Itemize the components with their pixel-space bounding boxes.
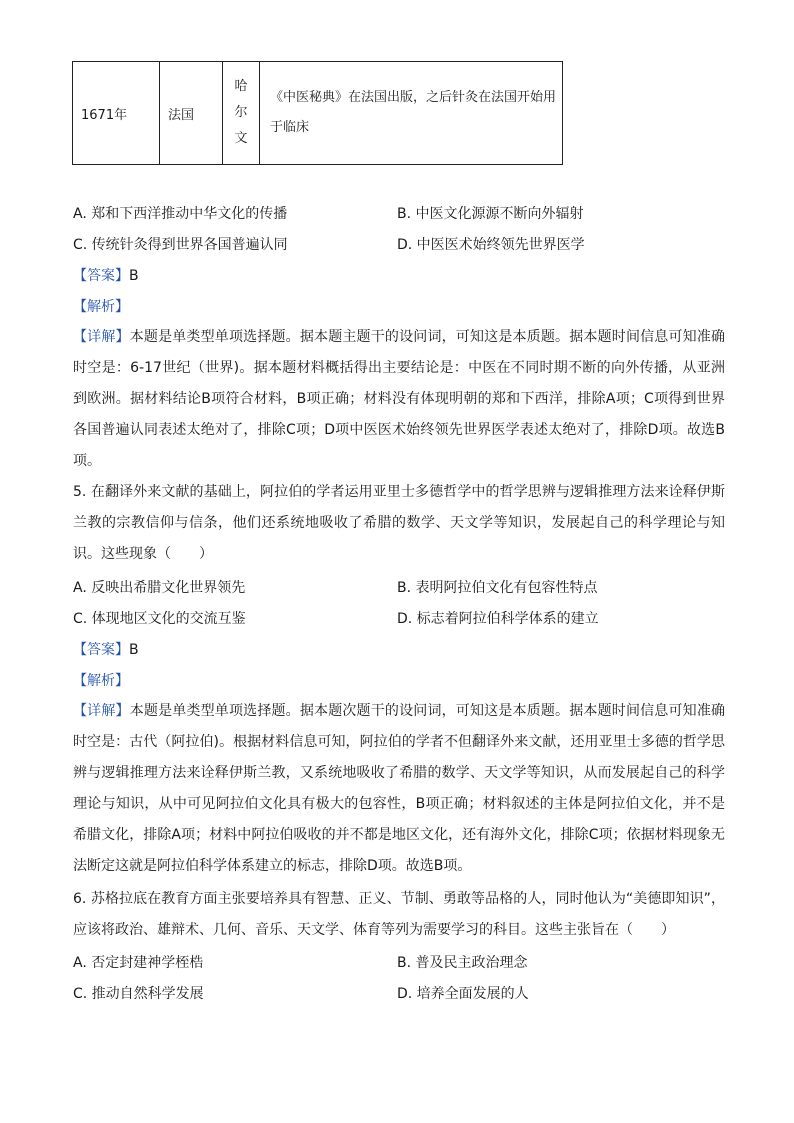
q6-option-a: A. 否定封建神学桎梏 [73, 955, 204, 971]
q5-option-a: A. 反映出希腊文化世界领先 [73, 580, 246, 596]
person-char: 文 [234, 131, 248, 146]
table-cell-country: 法国 [160, 62, 223, 165]
answer-value: B [129, 642, 139, 658]
q5-option-d: D. 标志着阿拉伯科学体系的建立 [397, 611, 599, 627]
q6-stem: 6. 苏格拉底在教育方面主张要培养具有智慧、正义、节制、勇敢等品格的人，同时他认为“美德即知识”，应该将政治、雄辩术、几何、音乐、天文学、体育等列为需要学习的科目。这些主张旨在（ ） [73, 891, 725, 938]
detail-text: 本题是单类型单项选择题。据本题主题干的设问词，可知这是本质题。据本题时间信息可知准确时空是：6-17世纪（世界)。据本题材料概括得出主要结论是：中医在不同时期不断的向外传播，从亚洲到欧洲。据材料结论B项符合材料，B项正确；材料没有体现明朝的郑和下西洋，排除A项；C项得到世界各国普遍认同表述太绝对了，排除C项；D项中医医术始终领先世界医学表述太绝对了，排除D项。故选B项。 [73, 329, 726, 469]
person-char: 哈 [234, 79, 248, 94]
table-cell-event: 《中医秘典》在法国出版，之后针灸在法国开始用于临床 [260, 62, 563, 165]
q4-option-a: A. 郑和下西洋推动中华文化的传播 [73, 206, 288, 222]
q5-stem: 5. 在翻译外来文献的基础上，阿拉伯的学者运用亚里士多德哲学中的哲学思辨与逻辑推理方法来诠释伊斯兰教的宗教信仰与信条，他们还系统地吸收了希腊的数学、天文学等知识，发展起自己的科学理论与知识。这些现象（ ） [73, 484, 725, 562]
q5-option-c: C. 体现地区文化的交流互鉴 [73, 611, 246, 627]
q4-option-d: D. 中医医术始终领先世界医学 [397, 237, 585, 253]
table-cell-year: 1671年 [73, 62, 160, 165]
detail-label: 【详解】 [73, 329, 130, 345]
q4-answer [73, 266, 139, 286]
answer-label: 【答案】 [73, 268, 129, 284]
q4-detail [73, 322, 725, 477]
detail-text: 本题是单类型单项选择题。据本题次题干的设问词，可知这是本质题。据本题时间信息可知准确时空是：古代（阿拉伯)。根据材料信息可知，阿拉伯的学者不但翻译外来文献，还用亚里士多德的哲学思辨与逻辑推理方法来诠释伊斯兰教，又系统地吸收了希腊的数学、天文学等知识，从而发展起自己的科学理论与知识，从中可见阿拉伯文化具有极大的包容性，B项正确；材料叙述的主体是阿拉伯文化，并不是希腊文化，排除A项；材料中阿拉伯吸收的并不都是地区文化，还有海外文化，排除C项；依据材料现象无法断定这就是阿拉伯科学体系建立的标志，排除D项。故选B项。 [73, 703, 726, 874]
detail-label: 【详解】 [73, 703, 130, 719]
table-row [73, 62, 563, 165]
table-cell-person [223, 62, 260, 165]
history-table [72, 61, 563, 165]
q5-analysis-label: 【解析】 [73, 673, 129, 689]
person-char: 尔 [234, 105, 248, 120]
q4-option-b: B. 中医文化源源不断向外辐射 [397, 206, 584, 222]
q5-detail [73, 696, 725, 882]
q6-option-b: B. 普及民主政治理念 [397, 955, 528, 971]
q4-option-c: C. 传统针灸得到世界各国普遍认同 [73, 237, 288, 253]
q5-answer [73, 640, 139, 660]
q6-option-c: C. 推动自然科学发展 [73, 986, 204, 1002]
q4-analysis-label: 【解析】 [73, 299, 129, 315]
q5-option-b: B. 表明阿拉伯文化有包容性特点 [397, 580, 598, 596]
q6-option-d: D. 培养全面发展的人 [397, 986, 529, 1002]
answer-value: B [129, 268, 139, 284]
answer-label: 【答案】 [73, 642, 129, 658]
